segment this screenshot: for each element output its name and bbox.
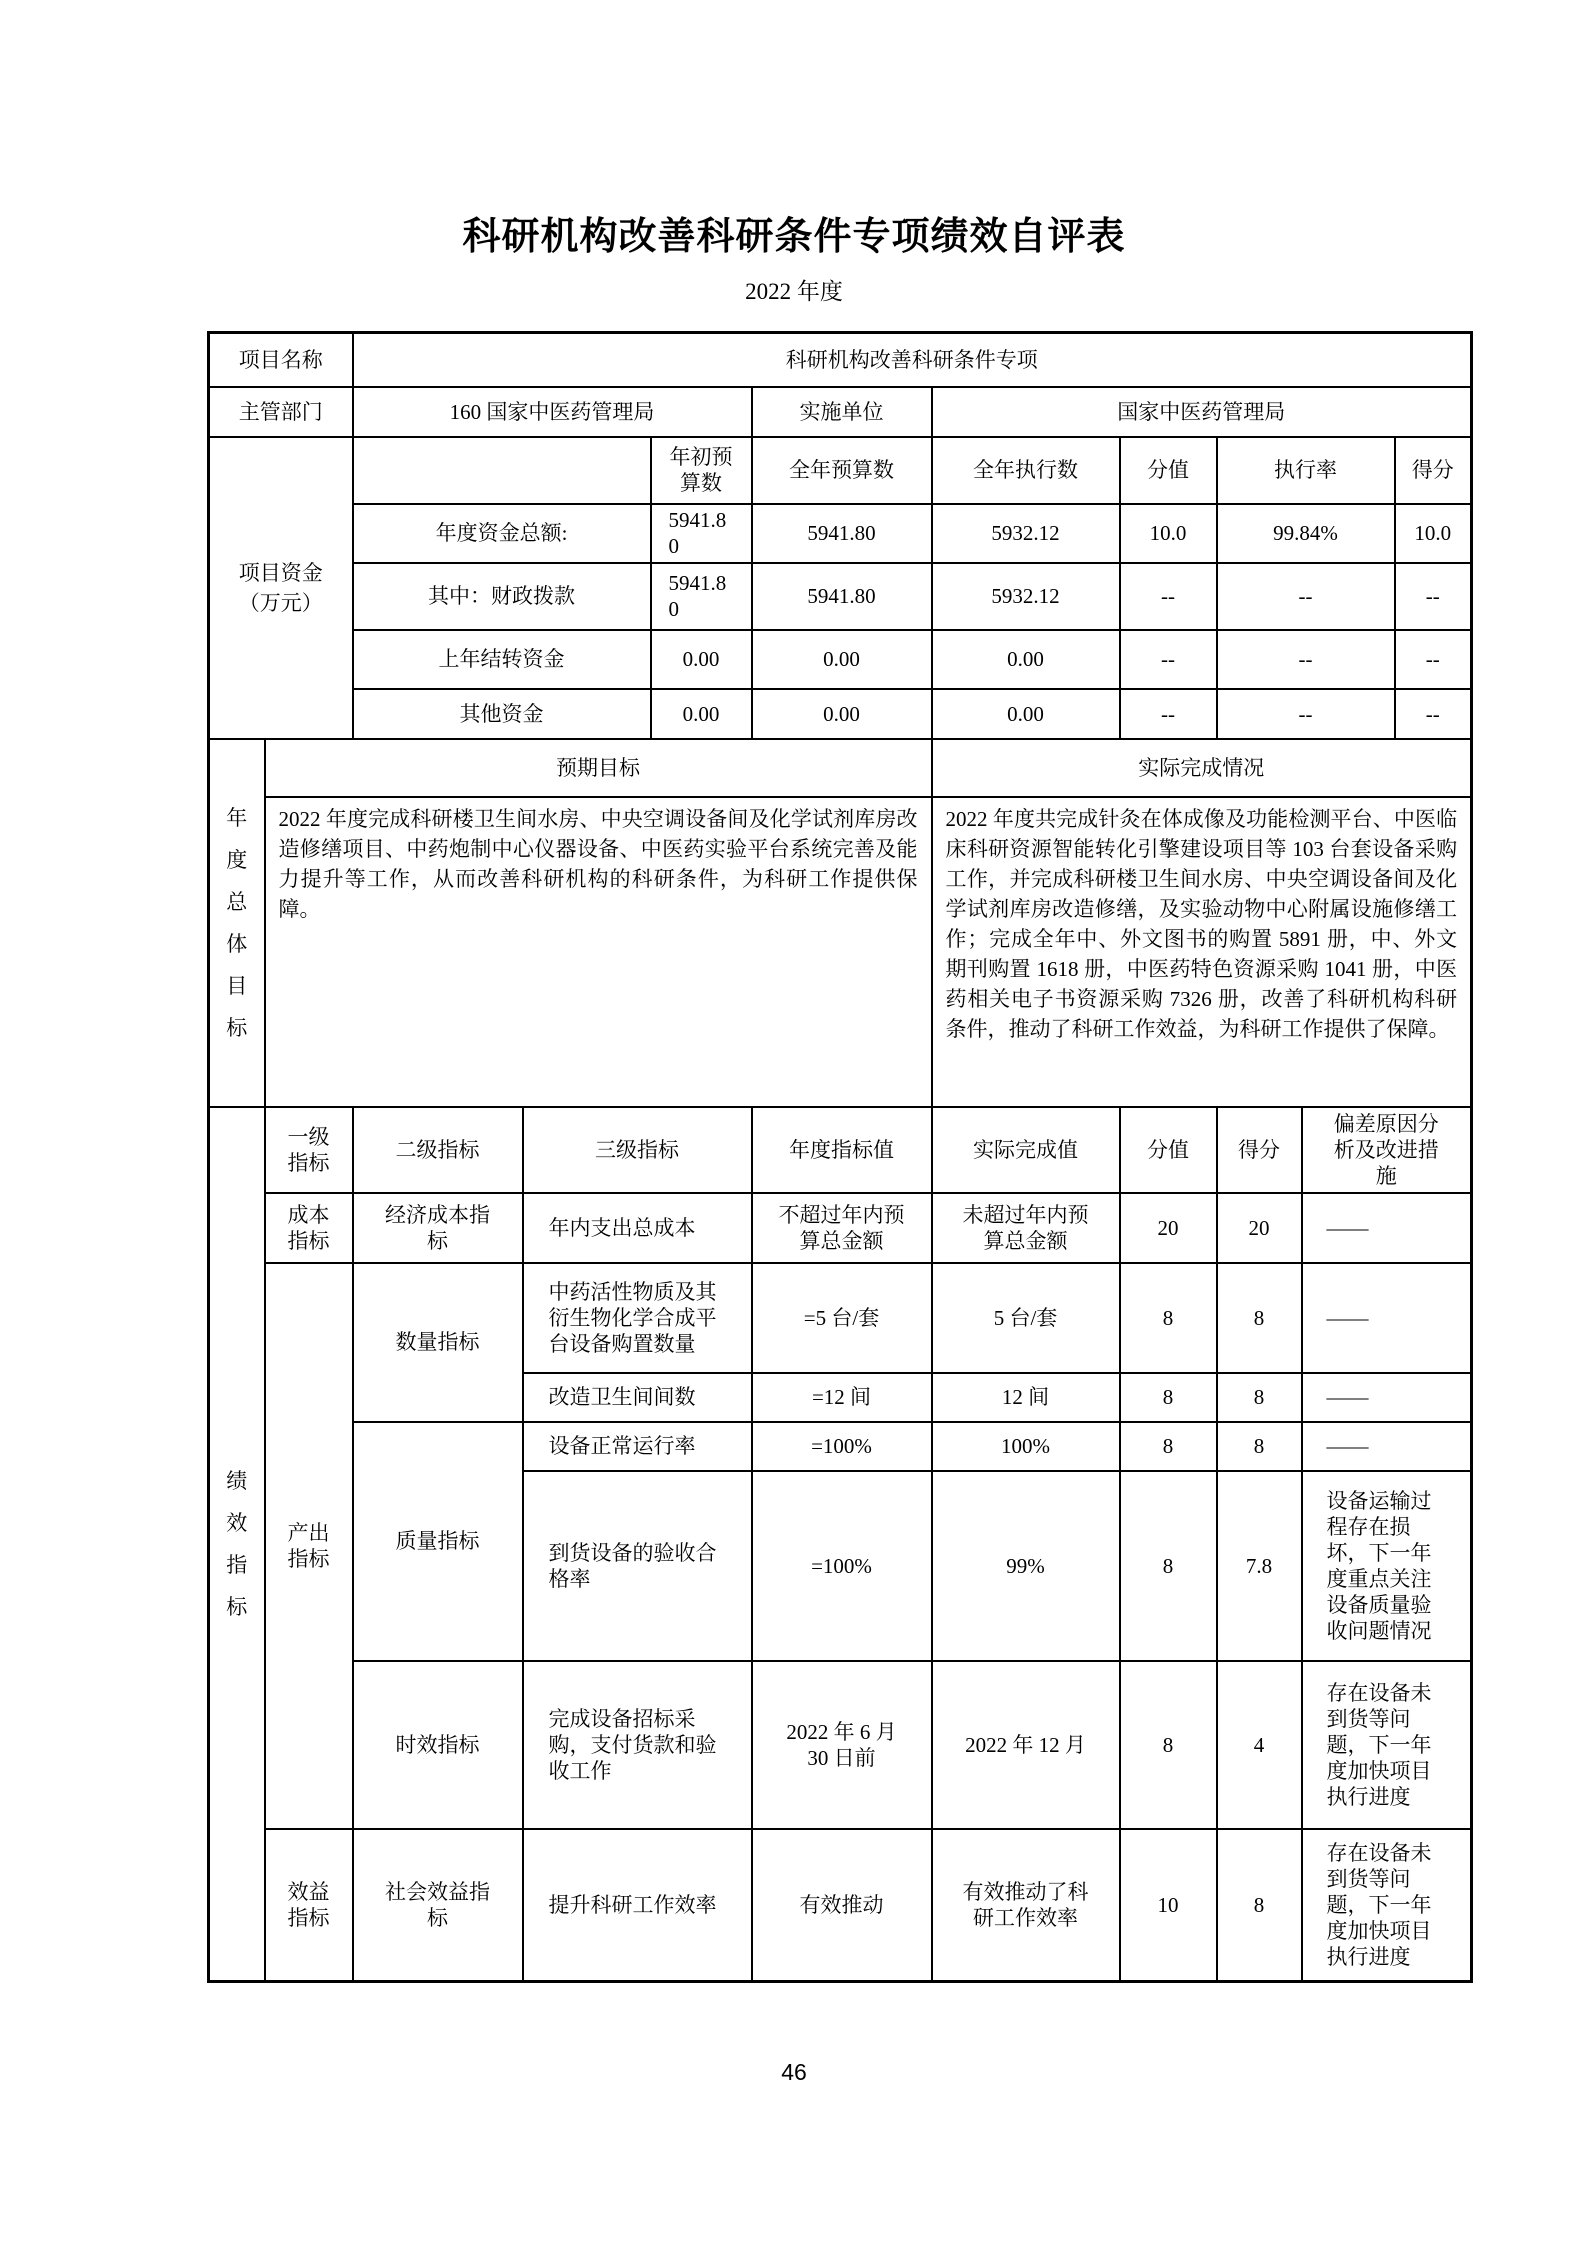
target-value: =100%: [752, 1471, 932, 1661]
col-target-value: 年度指标值: [752, 1107, 932, 1193]
funding-empty-cell: [353, 437, 651, 504]
weight-value: 8: [1120, 1263, 1217, 1373]
funding-executed-value: 0.00: [932, 689, 1120, 739]
funding-score-value: --: [1395, 563, 1472, 630]
funding-rate-value: 99.84%: [1217, 504, 1395, 563]
weight-value: 8: [1120, 1373, 1217, 1422]
target-value: 2022 年 6 月 30 日前: [752, 1661, 932, 1829]
project-name-label: 项目名称: [209, 333, 353, 387]
funding-col-budget: 全年预算数: [752, 437, 932, 504]
indicator3: 到货设备的验收合格率: [523, 1471, 752, 1661]
performance-indicators-label: 绩效指标: [209, 1107, 265, 1982]
col-level2: 二级指标: [353, 1107, 523, 1193]
level2-timeliness: 时效指标: [353, 1661, 523, 1829]
deviation-note: ——: [1302, 1422, 1472, 1471]
col-score: 得分: [1217, 1107, 1302, 1193]
row-goal-header: [209, 739, 1472, 797]
actual-value: 100%: [932, 1422, 1120, 1471]
col-level1: 一级指标: [265, 1107, 353, 1193]
deviation-note: ——: [1302, 1373, 1472, 1422]
score-value: 7.8: [1217, 1471, 1302, 1661]
funding-initial-value: 5941.80: [651, 504, 752, 563]
row-project-name: [209, 333, 1472, 387]
level2-economic: 经济成本指标: [353, 1193, 523, 1263]
funding-rate-value: --: [1217, 630, 1395, 689]
funding-initial-value: 0.00: [651, 689, 752, 739]
row-funding-total: [209, 504, 1472, 563]
funding-score-value: 10.0: [1395, 504, 1472, 563]
actual-completion-header: 实际完成情况: [932, 739, 1472, 797]
expected-goal-header: 预期目标: [265, 739, 932, 797]
indicator3: 改造卫生间间数: [523, 1373, 752, 1422]
weight-value: 8: [1120, 1471, 1217, 1661]
target-value: =12 间: [752, 1373, 932, 1422]
indicator3: 提升科研工作效率: [523, 1829, 752, 1982]
row-goal-text: [209, 797, 1472, 1107]
actual-value: 12 间: [932, 1373, 1120, 1422]
funding-initial-value: 5941.80: [651, 563, 752, 630]
funding-budget-value: 0.00: [752, 689, 932, 739]
target-value: =100%: [752, 1422, 932, 1471]
actual-value: 5 台/套: [932, 1263, 1120, 1373]
funding-weight-value: 10.0: [1120, 504, 1217, 563]
funding-budget-value: 5941.80: [752, 563, 932, 630]
level2-quantity: 数量指标: [353, 1263, 523, 1422]
indicator3: 中药活性物质及其衍生物化学合成平台设备购置数量: [523, 1263, 752, 1373]
expected-goal-text: 2022 年度完成科研楼卫生间水房、中央空调设备间及化学试剂库房改造修缮项目、中药炮制中心仪器设备、中医药实验平台系统完善及能力提升等工作，从而改善科研机构的科研条件，为科研工作提供保障。: [265, 797, 932, 1107]
funding-col-initial: 年初预算数: [651, 437, 752, 504]
row-timeliness: [209, 1661, 1472, 1829]
score-value: 8: [1217, 1263, 1302, 1373]
col-deviation: 偏差原因分析及改进措施: [1302, 1107, 1472, 1193]
impl-unit-label: 实施单位: [752, 387, 932, 437]
row-funding-carryover: [209, 630, 1472, 689]
actual-value: 未超过年内预算总金额: [932, 1193, 1120, 1263]
row-benefit: [209, 1829, 1472, 1982]
col-actual-value: 实际完成值: [932, 1107, 1120, 1193]
funding-row-label: 其他资金: [353, 689, 651, 739]
funding-col-score: 得分: [1395, 437, 1472, 504]
annual-goal-label: 年度总体目标: [209, 739, 265, 1107]
dept-value: 160 国家中医药管理局: [353, 387, 752, 437]
impl-unit-value: 国家中医药管理局: [932, 387, 1472, 437]
funding-weight-value: --: [1120, 630, 1217, 689]
funding-budget-value: 0.00: [752, 630, 932, 689]
level2-quality: 质量指标: [353, 1422, 523, 1661]
dept-label: 主管部门: [209, 387, 353, 437]
deviation-note: ——: [1302, 1193, 1472, 1263]
row-quality-1: [209, 1422, 1472, 1471]
weight-value: 8: [1120, 1661, 1217, 1829]
indicator3: 设备正常运行率: [523, 1422, 752, 1471]
row-cost-indicator: [209, 1193, 1472, 1263]
funding-executed-value: 5932.12: [932, 563, 1120, 630]
level1-benefit: 效益指标: [265, 1829, 353, 1982]
funding-budget-value: 5941.80: [752, 504, 932, 563]
actual-value: 有效推动了科研工作效率: [932, 1829, 1120, 1982]
weight-value: 8: [1120, 1422, 1217, 1471]
score-value: 8: [1217, 1373, 1302, 1422]
target-value: =5 台/套: [752, 1263, 932, 1373]
deviation-note: 存在设备未到货等问题，下一年度加快项目执行进度: [1302, 1829, 1472, 1982]
page-number: 46: [781, 2059, 807, 2085]
indicator3: 年内支出总成本: [523, 1193, 752, 1263]
row-indicators-header: [209, 1107, 1472, 1193]
funding-rate-value: --: [1217, 689, 1395, 739]
funding-executed-value: 0.00: [932, 630, 1120, 689]
actual-value: 99%: [932, 1471, 1120, 1661]
actual-completion-text: 2022 年度共完成针灸在体成像及功能检测平台、中医临床科研资源智能转化引擎建设项目等 103 台套设备采购工作，并完成科研楼卫生间水房、中央空调设备间及化学试剂库房改造修缮，及实验动物中心附属设施修缮工作；完成全年中、外文图书的购置 5891 册，中、外文期刊购置 1618 册，中医药特色资源采购 1041 册，中医药相关电子书资源采购 7326 册，改善了科研机构科研条件，推动了科研工作效益，为科研工作提供了保障。: [932, 797, 1472, 1107]
indicator3: 完成设备招标采购，支付货款和验收工作: [523, 1661, 752, 1829]
deviation-note: ——: [1302, 1263, 1472, 1373]
funding-score-value: --: [1395, 689, 1472, 739]
funding-col-weight: 分值: [1120, 437, 1217, 504]
funding-row-label: 年度资金总额:: [353, 504, 651, 563]
weight-value: 20: [1120, 1193, 1217, 1263]
funding-rate-value: --: [1217, 563, 1395, 630]
col-weight: 分值: [1120, 1107, 1217, 1193]
target-value: 不超过年内预算总金额: [752, 1193, 932, 1263]
actual-value: 2022 年 12 月: [932, 1661, 1120, 1829]
row-funding-fiscal: [209, 563, 1472, 630]
level1-output: 产出指标: [265, 1263, 353, 1829]
funding-section-label: 项目资金（万元）: [209, 437, 353, 739]
funding-weight-value: --: [1120, 563, 1217, 630]
funding-col-executed: 全年执行数: [932, 437, 1120, 504]
funding-row-label: 其中：财政拨款: [353, 563, 651, 630]
self-evaluation-table: [207, 331, 1473, 1983]
col-level3: 三级指标: [523, 1107, 752, 1193]
funding-executed-value: 5932.12: [932, 504, 1120, 563]
row-department: [209, 387, 1472, 437]
funding-row-label: 上年结转资金: [353, 630, 651, 689]
score-value: 8: [1217, 1422, 1302, 1471]
score-value: 4: [1217, 1661, 1302, 1829]
level2-social: 社会效益指标: [353, 1829, 523, 1982]
page-title: 科研机构改善科研条件专项绩效自评表: [462, 216, 1126, 258]
page-subtitle: 2022 年度: [745, 279, 843, 304]
row-quantity-1: [209, 1263, 1472, 1373]
target-value: 有效推动: [752, 1829, 932, 1982]
funding-weight-value: --: [1120, 689, 1217, 739]
deviation-note: 设备运输过程存在损坏，下一年度重点关注设备质量验收问题情况: [1302, 1471, 1472, 1661]
level1-cost: 成本指标: [265, 1193, 353, 1263]
row-funding-other: [209, 689, 1472, 739]
weight-value: 10: [1120, 1829, 1217, 1982]
deviation-note: 存在设备未到货等问题，下一年度加快项目执行进度: [1302, 1661, 1472, 1829]
project-name-value: 科研机构改善科研条件专项: [353, 333, 1472, 387]
funding-initial-value: 0.00: [651, 630, 752, 689]
score-value: 20: [1217, 1193, 1302, 1263]
row-funding-header: [209, 437, 1472, 504]
funding-col-rate: 执行率: [1217, 437, 1395, 504]
funding-score-value: --: [1395, 630, 1472, 689]
score-value: 8: [1217, 1829, 1302, 1982]
